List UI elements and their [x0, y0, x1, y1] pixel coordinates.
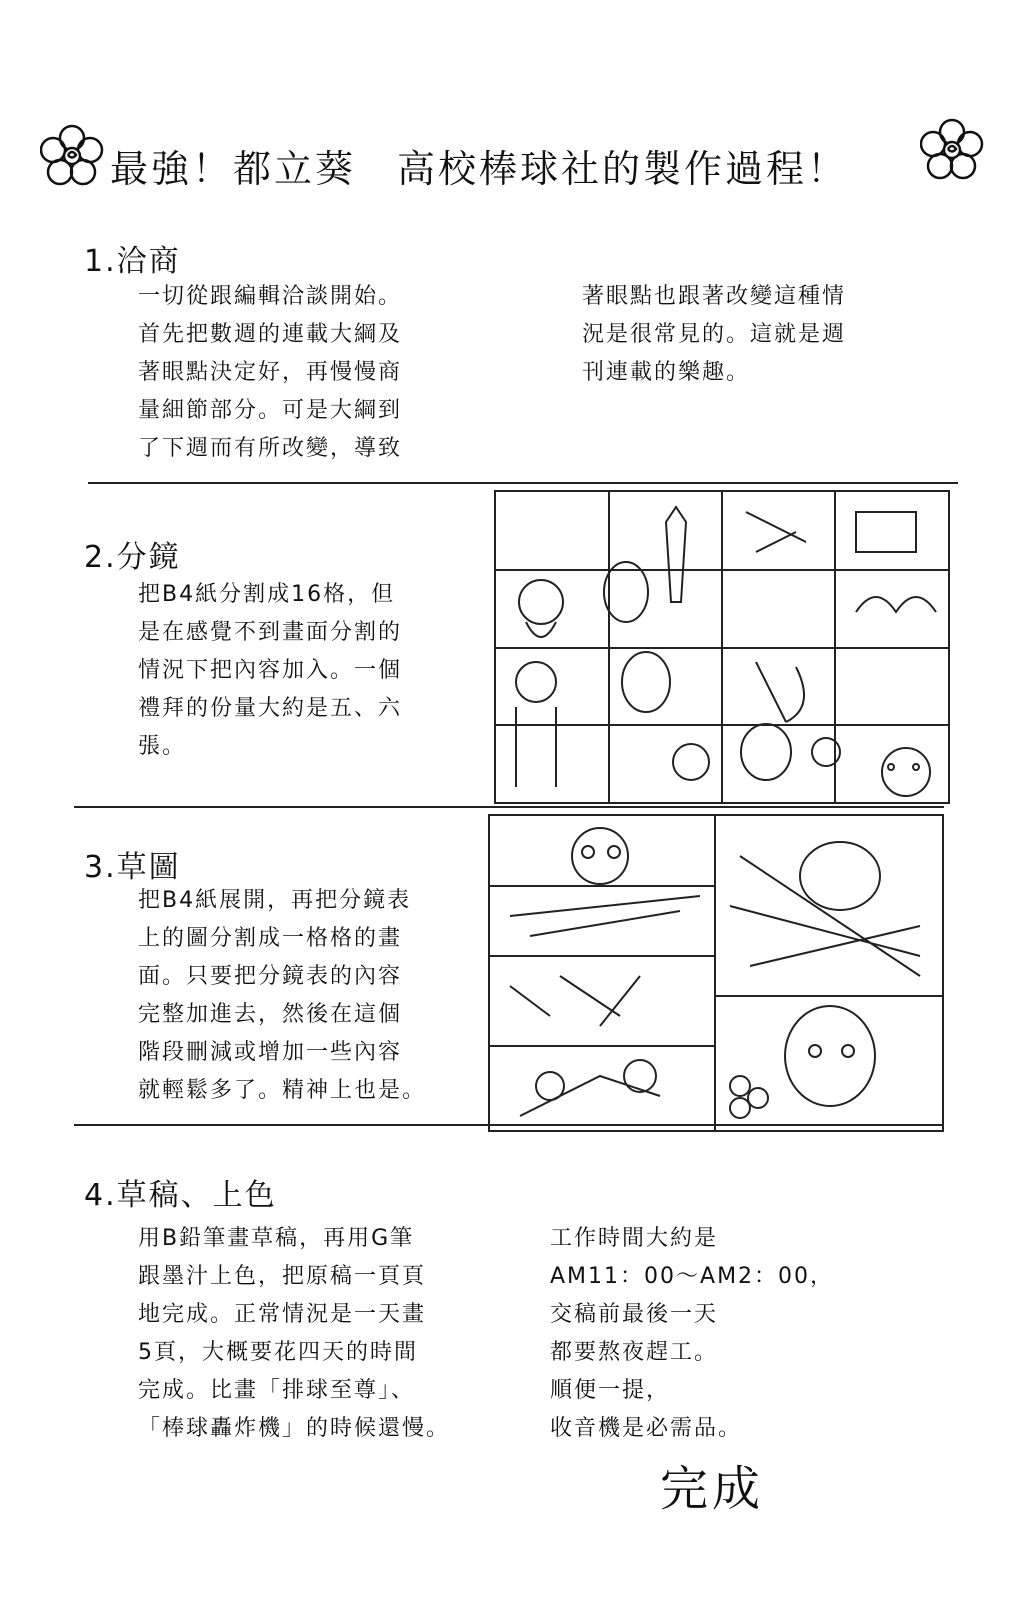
section-text-line: 交稿前最後一天 [550, 1302, 719, 1327]
section-text-line: 完成。比畫「排球至尊」、 [138, 1378, 416, 1403]
section-text-line: 5頁，大概要花四天的時間 [138, 1340, 418, 1365]
section-heading-storyboard: 2.分鏡 [84, 540, 181, 575]
flower-icon [40, 124, 104, 188]
section-heading-inking: 4.草稿、上色 [84, 1178, 277, 1213]
page-title: 最強！都立葵 高校棒球社的製作過程！ [110, 147, 849, 191]
section-text-line: AM11：00～AM2：00， [550, 1264, 835, 1289]
section-text-line: 情況下把內容加入。一個 [138, 658, 403, 683]
divider [74, 806, 944, 808]
section-text-line: 張。 [138, 734, 187, 759]
section-text-line: 完整加進去，然後在這個 [138, 1002, 403, 1027]
divider [74, 1124, 944, 1126]
section-text-line: 都要熬夜趕工。 [550, 1340, 719, 1365]
section-text-line: 階段刪減或增加一些內容 [138, 1040, 403, 1065]
section-text-line: 就輕鬆多了。精神上也是。 [138, 1078, 427, 1103]
section-text-line: 工作時間大約是 [550, 1226, 719, 1251]
flower-icon [920, 118, 984, 182]
section-text-line: 量細節部分。可是大綱到 [138, 398, 403, 423]
section-text-line: 首先把數週的連載大綱及 [138, 322, 403, 347]
section-heading-negotiation: 1.洽商 [84, 244, 181, 279]
section-text-line: 地完成。正常情況是一天畫 [138, 1302, 427, 1327]
section-text-line: 況是很常見的。這就是週 [582, 322, 847, 347]
section-text-line: 用B鉛筆畫草稿，再用G筆 [138, 1226, 415, 1251]
section-text-line: 刊連載的樂趣。 [582, 360, 751, 385]
section-text-line: 上的圖分割成一格格的畫 [138, 926, 403, 951]
section-text-line: 「棒球轟炸機」的時候還慢。 [138, 1416, 451, 1441]
section-heading-rough-draft: 3.草圖 [84, 850, 181, 885]
section-text-line: 把B4紙分割成16格，但 [138, 582, 396, 607]
section-text-line: 把B4紙展開，再把分鏡表 [138, 888, 412, 913]
section-text-line: 順便一提， [550, 1378, 671, 1403]
rough-draft-sketch [488, 814, 944, 1132]
divider [88, 482, 958, 484]
section-text-line: 著眼點決定好，再慢慢商 [138, 360, 403, 385]
finish-label: 完成 [660, 1461, 765, 1517]
section-text-line: 一切從跟編輯洽談開始。 [138, 284, 403, 309]
storyboard-sketch [494, 490, 950, 804]
section-text-line: 禮拜的份量大約是五、六 [138, 696, 403, 721]
section-text-line: 跟墨汁上色，把原稿一頁頁 [138, 1264, 427, 1289]
section-text-line: 收音機是必需品。 [550, 1416, 743, 1441]
section-text-line: 面。只要把分鏡表的內容 [138, 964, 403, 989]
page-header [40, 118, 1000, 198]
section-text-line: 了下週而有所改變，導致 [138, 436, 403, 461]
section-text-line: 是在感覺不到畫面分割的 [138, 620, 403, 645]
section-text-line: 著眼點也跟著改變這種情 [582, 284, 847, 309]
